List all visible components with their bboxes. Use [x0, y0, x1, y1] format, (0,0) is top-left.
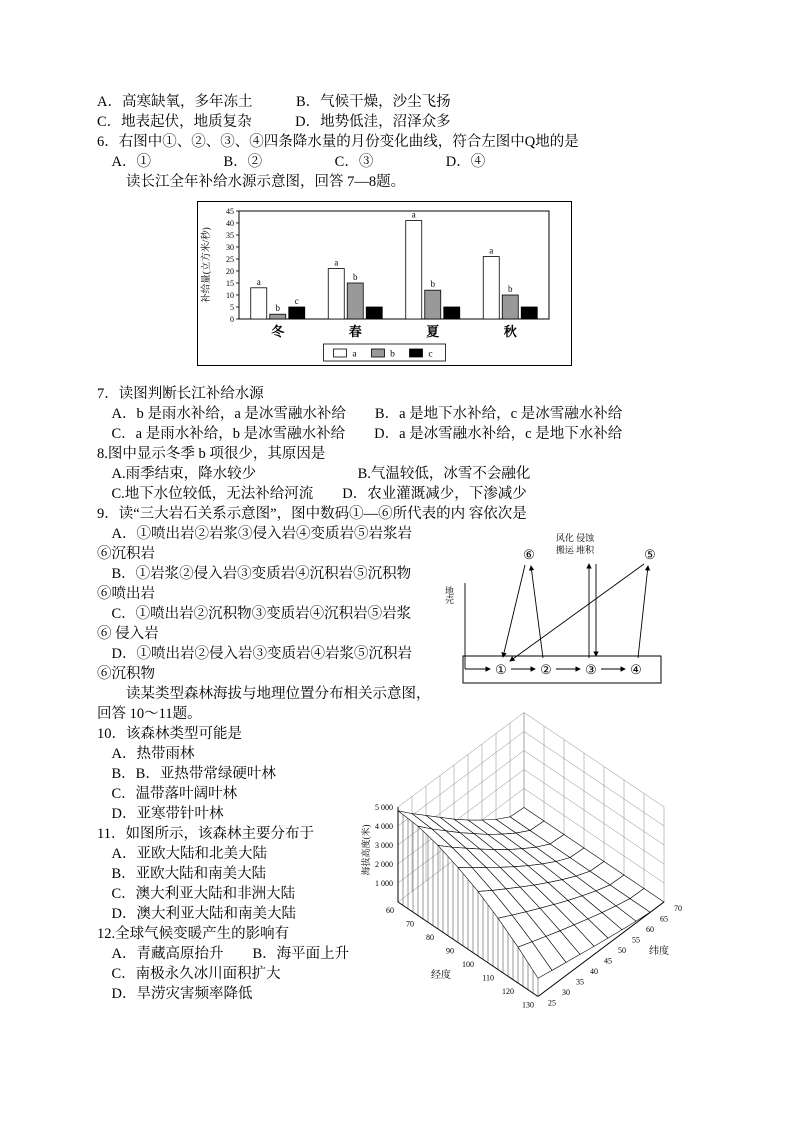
alt-tick-label: 4 000 [375, 822, 393, 831]
bar-c [289, 307, 305, 319]
wall-grid [398, 732, 524, 827]
water-supply-bar-chart-figure [197, 201, 572, 366]
y-tick-label: 40 [226, 219, 234, 228]
bar-b [502, 295, 518, 319]
y-tick-label: 10 [226, 291, 234, 300]
lat-tick-label: 45 [604, 956, 612, 966]
lon-tick-label: 80 [426, 933, 434, 942]
alt-axis-title: 海拔高度(米) [361, 824, 371, 876]
lat-tick-label: 35 [576, 977, 584, 987]
question-9-option-c-cont: ⑥ 侵入岩 [97, 626, 159, 642]
wall-grid [398, 713, 524, 808]
bar-a [251, 288, 267, 319]
question-11-stem: 11．如图所示，该森林主要分布于 [97, 826, 314, 842]
figure-border [198, 202, 572, 366]
options-line-cd: C．地表起伏，地质复杂 D．地势低洼，沼泽众多 [97, 114, 451, 130]
question-9-option-a: A．①喷出岩②岩浆③侵入岩④变质岩⑤岩浆岩 [97, 526, 412, 542]
lat-axis-title: 纬度 [649, 946, 669, 957]
reading-intro-10-11-cont: 回答 10～11题。 [97, 706, 202, 722]
lon-tick-label: 120 [502, 987, 514, 996]
legend-label: a [352, 349, 357, 360]
question-11-option-c: C．澳大利亚大陆和非洲大陆 [97, 886, 296, 902]
x-category-label: 秋 [503, 324, 517, 339]
legend-swatch-b [372, 349, 385, 357]
alt-tick-label: 1 000 [375, 879, 393, 888]
question-9-option-b-cont: ⑥喷出岩 [97, 586, 155, 602]
lon-tick-label: 70 [406, 919, 414, 929]
question-8-options-ab: A.雨季结束，降水较少 B.气温较低，冰雪不会融化 [97, 466, 531, 482]
rock-cycle-diagram [443, 528, 671, 698]
alt-tick-label: 5 000 [375, 803, 393, 812]
arrow-4-to-5 [638, 566, 648, 658]
bar-label: b [275, 303, 280, 314]
lon-axis-title: 经度 [431, 970, 451, 981]
x-category-label: 冬 [271, 324, 285, 339]
question-9-option-b: B．①岩浆②侵入岩③变质岩④沉积岩⑤沉积物 [97, 566, 412, 582]
arrow-5-to-1 [510, 564, 644, 661]
reading-intro-10-11: 读某类型森林海拔与地理位置分布相关示意图， [97, 686, 431, 702]
x-category-label: 春 [348, 324, 362, 339]
bar-label: b [353, 272, 358, 282]
lon-tick-label: 130 [522, 1000, 534, 1010]
bar-a [328, 269, 344, 319]
reading-intro-7-8: 读长江全年补给水源示意图，回答 7—8题。 [97, 174, 406, 190]
question-8-options-cd: C.地下水位较低，无法补给河流 D．农业灌溉减少，下渗减少 [97, 486, 527, 502]
lon-tick-label: 110 [482, 973, 494, 983]
question-9-option-d: D．①喷出岩②侵入岩③变质岩④岩浆⑤沉积岩 [97, 646, 412, 662]
question-12-option-d: D．旱涝灾害频率降低 [97, 986, 253, 1002]
y-tick-label: 25 [226, 255, 234, 264]
bar-b [347, 283, 363, 319]
question-12-options-ab: A．青藏高原抬升 B．海平面上升 [97, 946, 350, 962]
question-12-option-c: C．南极永久冰川面积扩大 [97, 966, 281, 982]
lat-tick-label: 70 [674, 904, 682, 913]
node-3: ③ [585, 662, 597, 677]
question-10-stem: 10．该森林类型可能是 [97, 726, 242, 742]
question-6-options: A．① B．② C．③ D．④ [97, 154, 486, 170]
bar-c [366, 307, 382, 319]
question-7-options-cd: C．a 是雨水补给，b 是冰雪融水补给 D．a 是冰雪融水补给，c 是地下水补给 [97, 426, 623, 442]
bar-label: a [256, 276, 261, 287]
question-10-option-d: D．亚寒带针叶林 [97, 806, 224, 822]
y-tick-label: 5 [230, 303, 234, 312]
transport-deposit-label: 搬运 堆积 [555, 545, 595, 555]
lat-tick-label: 60 [646, 925, 654, 934]
legend-swatch-a [334, 349, 347, 357]
bar-b [270, 314, 286, 319]
wall-grid [524, 732, 664, 827]
question-6-stem: 6．右图中①、②、③、④四条降水量的月份变化曲线，符合左图中Q地的是 [97, 134, 579, 150]
lat-tick-label: 55 [632, 935, 640, 945]
y-axis-label: 补给量(立方米/秒) [202, 227, 212, 303]
lat-tick-label: 50 [618, 946, 626, 955]
y-tick-label: 35 [226, 231, 234, 240]
lon-tick-label: 60 [386, 906, 394, 915]
bar-label: a [489, 245, 494, 256]
wall-grid [524, 713, 664, 808]
bar-a [406, 221, 422, 319]
options-line-ab: A．高寒缺氧，多年冻土 B．气候干燥，沙尘飞扬 [97, 94, 451, 110]
lat-tick-label: 25 [548, 998, 556, 1008]
alt-tick-label: 3 000 [375, 841, 393, 850]
forest-altitude-3d-chart [355, 700, 705, 1020]
y-tick-label: 30 [226, 243, 234, 252]
node-1: ① [495, 662, 507, 677]
question-9-option-d-cont: ⑥沉积物 [97, 666, 155, 682]
question-10-option-c: C．温带落叶阔叶林 [97, 786, 238, 802]
question-7-stem: 7．读图判断长江补给水源 [97, 386, 264, 402]
lon-tick-label: 90 [446, 946, 454, 956]
bar-label: a [334, 257, 339, 268]
question-9-option-a-cont: ⑥沉积岩 [97, 546, 155, 562]
question-8-stem: 8.图中显示冬季 b 项很少，其原因是 [97, 446, 326, 462]
arrow-6-to-1 [503, 565, 525, 657]
y-tick-label: 20 [226, 267, 234, 276]
water-supply-bar-chart [197, 201, 572, 366]
lon-tick-label: 100 [462, 960, 474, 969]
bar-label: a [411, 209, 416, 220]
question-12-stem: 12.全球气候变暖产生的影响有 [97, 926, 290, 942]
question-10-option-b: B．B．亚热带常绿硬叶林 [97, 766, 276, 782]
bar-label: c [294, 296, 299, 306]
lat-tick-label: 65 [660, 914, 668, 924]
bar-c [444, 307, 460, 319]
x-category-label: 夏 [426, 324, 440, 339]
bar-c [521, 307, 537, 319]
node-6: ⑥ [523, 547, 535, 562]
diagram-arrows [465, 564, 648, 669]
node-5: ⑤ [644, 547, 656, 562]
bar-label: b [508, 284, 513, 294]
y-tick-label: 15 [226, 279, 234, 288]
bar-b [425, 290, 441, 319]
node-4: ④ [630, 662, 642, 677]
question-7-options-ab: A．b 是雨水补给，a 是冰雪融水补给 B．a 是地下水补给，c 是冰雪融水补给 [97, 406, 623, 422]
y-tick-label: 45 [226, 207, 234, 216]
question-9-stem: 9．读“三大岩石关系示意图”，图中数码①—⑥所代表的内 容依次是 [97, 506, 527, 522]
legend-label: c [428, 349, 433, 360]
weathering-erosion-label: 风化 侵蚀 [555, 533, 595, 543]
alt-tick-label: 2 000 [375, 860, 393, 869]
question-11-option-a: A．亚欧大陆和北美大陆 [97, 846, 267, 862]
bar-a [483, 257, 499, 319]
question-11-option-d: D．澳大利亚大陆和南美大陆 [97, 906, 296, 922]
node-2: ② [540, 662, 552, 677]
lat-tick-label: 30 [562, 988, 570, 997]
bar-label: b [430, 279, 435, 290]
question-9-option-c: C．①喷出岩②沉积物③变质岩④沉积岩⑤岩浆 [97, 606, 412, 622]
y-tick-label: 0 [230, 315, 234, 324]
legend-label: b [390, 349, 395, 360]
legend-swatch-c [410, 349, 423, 357]
question-10-option-a: A．热带雨林 [97, 746, 195, 762]
lat-tick-label: 40 [590, 967, 598, 976]
question-11-option-b: B．亚欧大陆和南美大陆 [97, 866, 267, 882]
crust-label: 地壳 [444, 586, 454, 604]
